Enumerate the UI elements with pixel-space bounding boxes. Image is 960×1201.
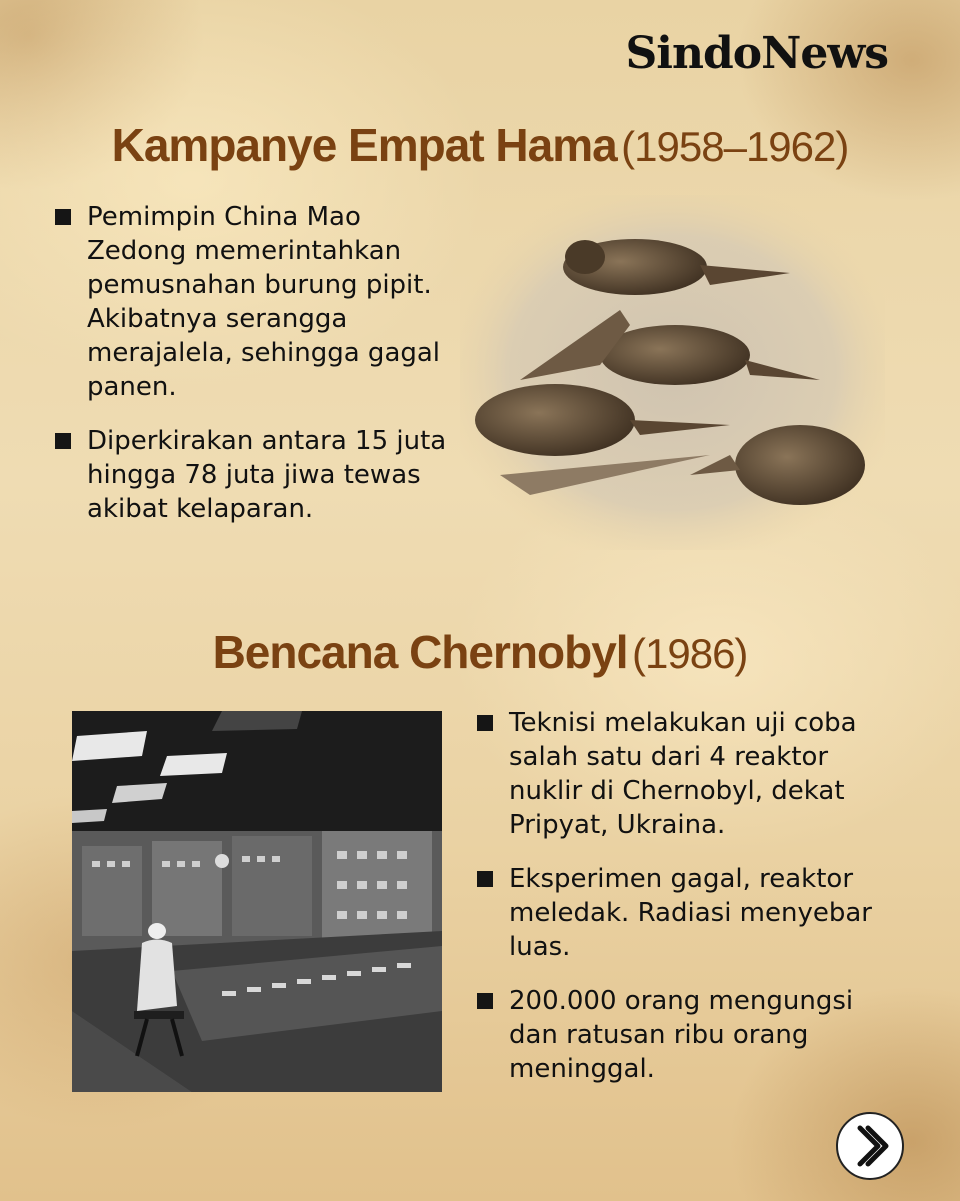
bullet-item: [477, 706, 897, 842]
section1-title: Kampanye Empat Hama: [111, 119, 617, 171]
section1-bullet-list: [55, 200, 455, 546]
section1-heading: [0, 118, 960, 172]
section1-years: (1958–1962): [621, 123, 849, 170]
next-slide-button[interactable]: [836, 1112, 904, 1180]
square-bullet-icon: [477, 993, 493, 1009]
control-room-photo: [72, 711, 442, 1092]
square-bullet-icon: [55, 209, 71, 225]
square-bullet-icon: [477, 871, 493, 887]
square-bullet-icon: [477, 715, 493, 731]
bullet-item: [477, 984, 897, 1086]
bullet-text: Teknisi melakukan uji coba salah satu dari 4 reaktor nuklir di Chernobyl, dekat Pripyat, Ukraina.: [509, 708, 857, 840]
square-bullet-icon: [55, 433, 71, 449]
section2-years: (1986): [632, 630, 748, 677]
dead-sparrows-photo: [460, 195, 885, 550]
chevron-right-icon: [838, 1114, 902, 1178]
bullet-text: Pemimpin China Mao Zedong memerintahkan pemusnahan burung pipit. Akibatnya serangga merajalela, sehingga gagal panen.: [87, 202, 441, 402]
section2-bullet-list: [477, 706, 897, 1106]
bullet-text: 200.000 orang mengungsi dan ratusan ribu orang meninggal.: [509, 986, 854, 1084]
bullet-item: [55, 200, 455, 404]
bullet-text: Eksperimen gagal, reaktor meledak. Radiasi menyebar luas.: [509, 864, 872, 962]
bullet-item: [477, 862, 897, 964]
bullet-text: Diperkirakan antara 15 juta hingga 78 juta jiwa tewas akibat kelaparan.: [87, 426, 447, 524]
sindonews-logo: SindoNews: [625, 28, 888, 79]
section2-title: Bencana Chernobyl: [212, 626, 628, 678]
bullet-item: [55, 424, 455, 526]
section2-heading: [0, 625, 960, 679]
